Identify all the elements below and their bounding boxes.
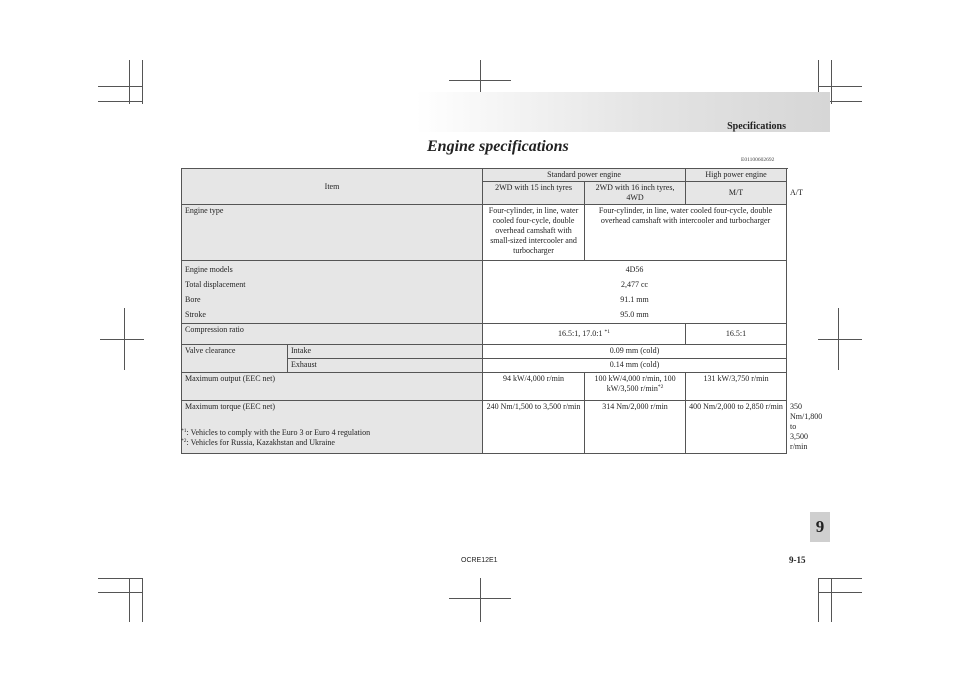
compression-ratio-standard bbox=[483, 324, 686, 345]
row-label-exhaust: Exhaust bbox=[288, 359, 483, 373]
footnote-mark-2: *2 bbox=[181, 438, 187, 444]
footnote-ref-2: *2 bbox=[657, 384, 664, 390]
crop-mark bbox=[142, 578, 143, 622]
footnote-2 bbox=[181, 438, 370, 448]
row-label-max-output: Maximum output (EEC net) bbox=[182, 373, 483, 401]
crop-mark bbox=[818, 578, 862, 579]
item-header: Item bbox=[182, 169, 483, 205]
footer-doc-code: OCRE12E1 bbox=[461, 557, 498, 564]
footnote-ref-1: *1 bbox=[604, 329, 610, 335]
crop-mark bbox=[98, 101, 142, 102]
crop-mark bbox=[480, 578, 481, 622]
document-code: E01100602692 bbox=[741, 157, 775, 163]
footnote-text-2: : Vehicles for Russia, Kazakhstan and Ukraine bbox=[186, 438, 335, 447]
col-header-2wd15: 2WD with 15 inch tyres bbox=[483, 182, 585, 205]
crop-mark bbox=[129, 60, 130, 104]
total-displacement-value: 2,477 cc bbox=[620, 280, 649, 289]
row-label-total-displacement: Total displacement bbox=[185, 280, 246, 289]
exhaust-value: 0.14 mm (cold) bbox=[483, 359, 787, 373]
max-output-2wd16-value: 100 kW/4,000 r/min, 100 kW/3,500 r/min bbox=[594, 374, 676, 393]
crop-mark bbox=[449, 598, 511, 599]
bore-value: 91.1 mm bbox=[620, 295, 649, 304]
compression-ratio-standard-value: 16.5:1, 17.0:1 bbox=[558, 329, 603, 338]
row-labels-engine-basics bbox=[182, 261, 483, 324]
crop-mark bbox=[818, 339, 862, 340]
engine-spec-table: Item Standard power engine High power engine 2WD with 15 inch tyres 2WD with 16 inch tyres, 4WD M/T A/T Engine type Four-cylinder, in line, water cooled four-cycle, double overhead camshaft with small-sized intercooler and turbocharger Four-cylinder, in line, water cooled four-cycle, double overhead camshaft with intercooler and turbocharger Engine models Total displacement Bore Stroke 4D56 2,477 cc 91.1 mm 95.0 mm Compression ratio 16.5:1, 17.0:1 $^{*1}$ 16.5:1 Valve clearance Intake 0.09 mm (cold) Exhaust 0.14 mm (cold) Maximum output (EEC net) 94 kW/4,000 r/min 100 kW/4,000 r/min, 100 kW/3,500 $r/\min^{*2}$ 131 kW/3,750 r/min Maximum torque (EEC net) 240 Nm/1,500 to 3,500 r/min 314 Nm/2,000 r/min 400 Nm/2,000 to 2,850 r/min 350 Nm/1,800 to 3,500 r/min bbox=[181, 168, 787, 454]
crop-mark bbox=[831, 60, 832, 104]
footnote-1 bbox=[181, 428, 370, 438]
col-header-2wd16: 2WD with 16 inch tyres, 4WD bbox=[585, 182, 686, 205]
max-torque-2wd16: 314 Nm/2,000 r/min bbox=[585, 401, 686, 454]
stroke-value: 95.0 mm bbox=[620, 310, 649, 319]
crop-mark bbox=[831, 578, 832, 622]
row-label-compression-ratio: Compression ratio bbox=[182, 324, 483, 345]
engine-models-value: 4D56 bbox=[625, 265, 644, 274]
row-label-intake: Intake bbox=[288, 345, 483, 359]
footnote-text-1: : Vehicles to comply with the Euro 3 or Euro 4 regulation bbox=[186, 428, 371, 437]
crop-mark bbox=[129, 578, 130, 622]
row-label-engine-type: Engine type bbox=[182, 205, 483, 261]
row-label-max-torque: Maximum torque (EEC net) bbox=[182, 401, 483, 454]
page-title: Engine specifications bbox=[427, 138, 569, 155]
engine-type-high: Four-cylinder, in line, water cooled four-cycle, double overhead camshaft with intercooler and turbocharger bbox=[585, 205, 787, 261]
page-number: 9-15 bbox=[789, 555, 806, 565]
max-output-2wd16 bbox=[585, 373, 686, 401]
crop-mark bbox=[98, 578, 142, 579]
max-output-high: 131 kW/3,750 r/min bbox=[686, 373, 787, 401]
row-label-engine-models: Engine models bbox=[185, 265, 233, 274]
row-label-valve-clearance: Valve clearance bbox=[182, 345, 288, 373]
intake-value: 0.09 mm (cold) bbox=[483, 345, 787, 359]
compression-ratio-high: 16.5:1 bbox=[686, 324, 787, 345]
max-output-2wd15: 94 kW/4,000 r/min bbox=[483, 373, 585, 401]
max-torque-mt: 400 Nm/2,000 to 2,850 r/min bbox=[686, 401, 787, 454]
chapter-tab: 9 bbox=[810, 512, 830, 542]
row-label-bore: Bore bbox=[185, 295, 201, 304]
crop-mark bbox=[818, 592, 862, 593]
high-engine-header: High power engine bbox=[686, 169, 787, 182]
standard-engine-header: Standard power engine bbox=[483, 169, 686, 182]
crop-mark bbox=[818, 578, 819, 622]
crop-mark bbox=[818, 86, 862, 87]
col-header-mt: M/T bbox=[686, 182, 787, 205]
footnotes bbox=[181, 428, 370, 448]
footnote-mark-1: *1 bbox=[181, 428, 187, 434]
crop-mark bbox=[98, 86, 142, 87]
engine-type-standard: Four-cylinder, in line, water cooled four-cycle, double overhead camshaft with small-sized intercooler and turbocharger bbox=[483, 205, 585, 261]
crop-mark bbox=[100, 339, 144, 340]
crop-mark bbox=[449, 80, 511, 81]
crop-mark bbox=[142, 60, 143, 104]
max-torque-2wd15: 240 Nm/1,500 to 3,500 r/min bbox=[483, 401, 585, 454]
engine-basics-values bbox=[483, 261, 787, 324]
row-label-stroke: Stroke bbox=[185, 310, 206, 319]
crop-mark bbox=[98, 592, 142, 593]
section-label: Specifications bbox=[727, 121, 786, 132]
